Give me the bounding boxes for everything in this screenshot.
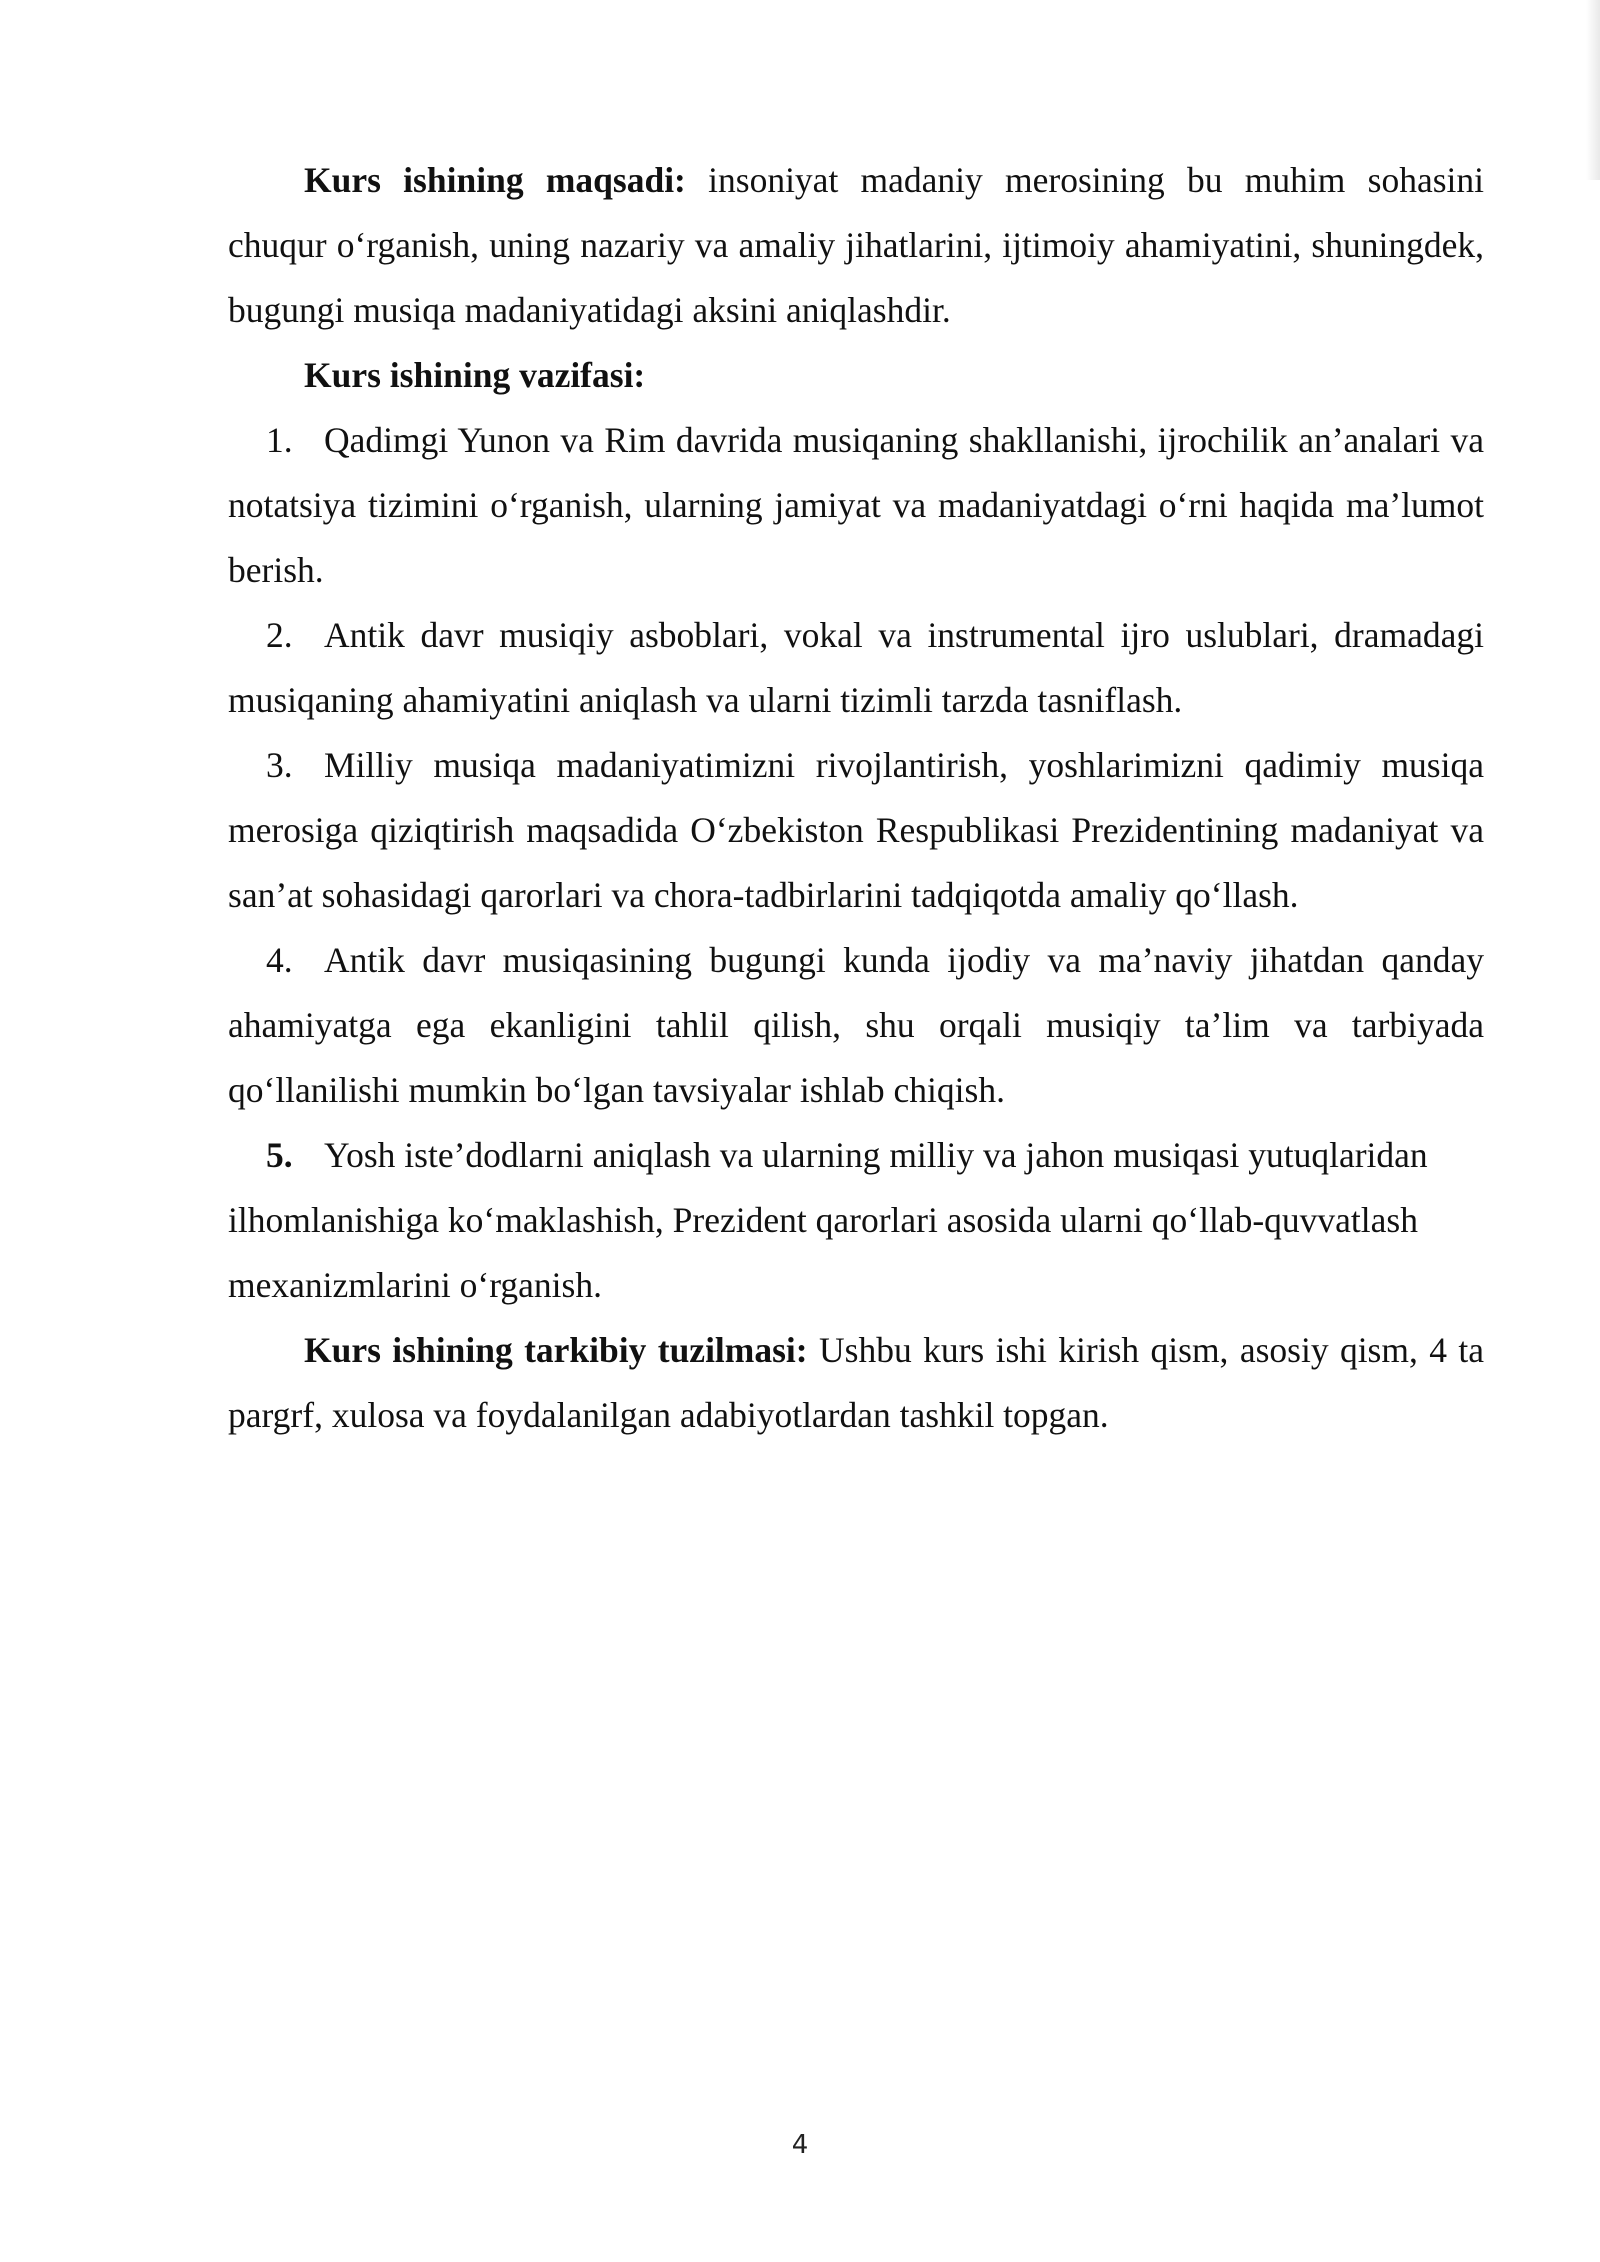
structure-label: Kurs ishining tarkibiy tuzilmasi:	[304, 1330, 808, 1370]
task-item-4	[228, 928, 1484, 1123]
purpose-paragraph	[228, 148, 1484, 343]
task-item-5	[228, 1123, 1484, 1318]
page-edge-shadow	[1586, 0, 1600, 180]
task-text-3: Milliy musiqa madaniyatimizni rivojlantirish, yoshlarimizni qadimiy musiqa merosiga qiziqtirish maqsadida O‘zbekiston Respublikasi Prezidentining madaniyat va san’at sohasidagi qarorlari va chora-tadbirlarini tadqiqotda amaliy qo‘llash.	[228, 745, 1484, 915]
page-number: 4	[791, 2130, 809, 2160]
tasks-heading: Kurs ishining vazifasi:	[304, 355, 646, 395]
structure-text: Ushbu kurs ishi kirish qism, asosiy qism, 4 ta pargrf, xulosa va foydalanilgan adabiyotlardan tashkil topgan.	[228, 1330, 1484, 1435]
task-number-3: 3.	[266, 745, 293, 785]
structure-paragraph	[228, 1318, 1484, 1448]
task-number-5: 5.	[266, 1135, 293, 1175]
task-number-4: 4.	[266, 940, 293, 980]
task-text-5: Yosh iste’dodlarni aniqlash va ularning milliy va jahon musiqasi yutuqlaridan ilhomlanishiga ko‘maklashish, Prezident qarorlari asosida ularni qo‘llab-quvvatlash mexanizmlarini o‘rganish.	[228, 1135, 1428, 1305]
task-text-1: Qadimgi Yunon va Rim davrida musiqaning shakllanishi, ijrochilik an’analari va notatsiya tizimini o‘rganish, ularning jamiyat va madaniyatdagi o‘rni haqida ma’lumot berish.	[228, 420, 1484, 590]
task-item-2	[228, 603, 1484, 733]
task-text-4: Antik davr musiqasining bugungi kunda ijodiy va ma’naviy jihatdan qanday ahamiyatga ega ekanligini tahlil qilish, shu orqali musiqiy ta’lim va tarbiyada qo‘llanilishi mumkin bo‘lgan tavsiyalar ishlab chiqish.	[228, 940, 1484, 1110]
task-number-1: 1.	[266, 420, 293, 460]
purpose-label: Kurs ishining maqsadi:	[304, 160, 686, 200]
purpose-text: insoniyat madaniy merosining bu muhim sohasini chuqur o‘rganish, uning nazariy va amaliy jihatlarini, ijtimoiy ahamiyatini, shuningdek, bugungi musiqa madaniyatidagi aksini aniqlashdir.	[228, 160, 1484, 330]
task-text-2: Antik davr musiqiy asboblari, vokal va instrumental ijro uslublari, dramadagi musiqaning ahamiyatini aniqlash va ularni tizimli tarzda tasniflash.	[228, 615, 1484, 720]
task-number-2: 2.	[266, 615, 293, 655]
task-item-1	[228, 408, 1484, 603]
task-item-3	[228, 733, 1484, 928]
page-content	[228, 148, 1484, 1448]
